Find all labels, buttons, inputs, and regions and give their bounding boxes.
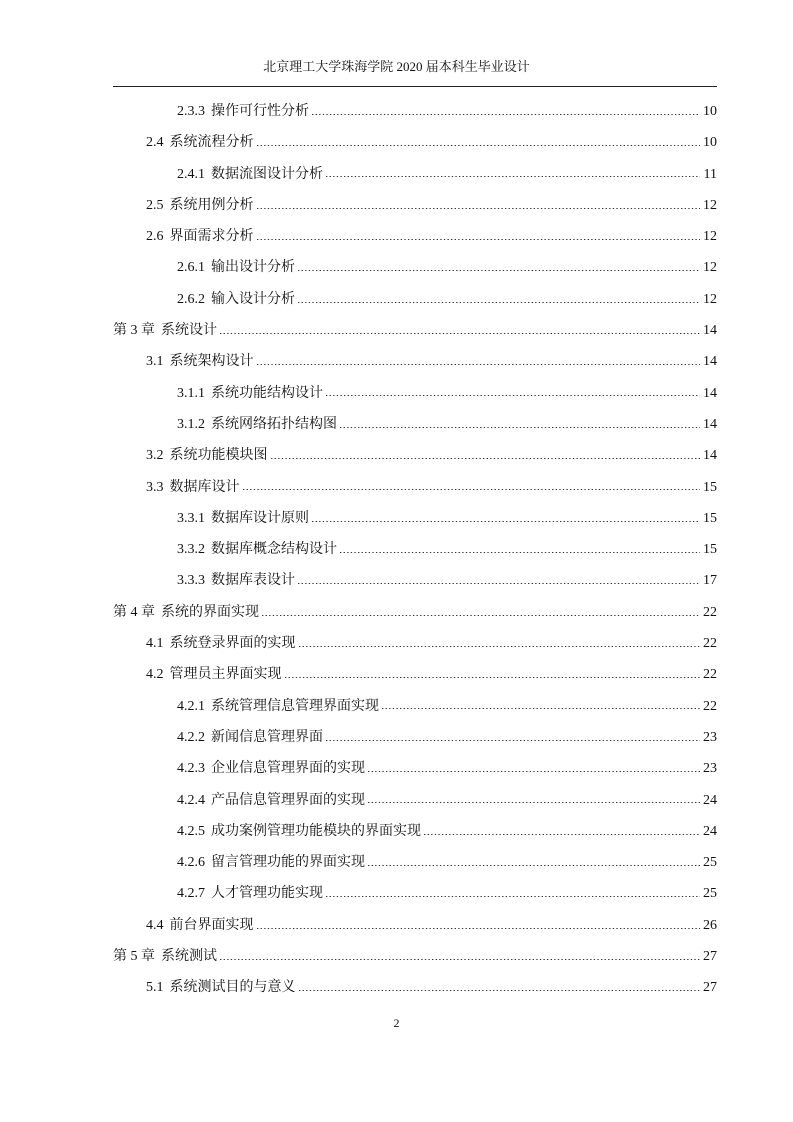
toc-entry	[113, 785, 717, 816]
toc-entry	[113, 910, 717, 941]
toc-entry-page: 12	[703, 229, 717, 245]
toc-entry	[113, 878, 717, 909]
toc-entry-number: 4.2	[146, 667, 164, 683]
toc-entry-number: 2.6	[146, 229, 164, 245]
toc-entry-title: 系统测试	[161, 949, 217, 965]
toc-leader-dots	[424, 834, 700, 835]
toc-entry-number: 2.6.2	[177, 291, 205, 307]
toc-entry-page: 24	[703, 792, 717, 808]
toc-leader-dots	[326, 896, 700, 897]
toc-entry	[113, 252, 717, 283]
toc-entry	[113, 565, 717, 596]
toc-leader-dots	[298, 302, 700, 303]
toc-entry-title: 数据库表设计	[211, 573, 295, 589]
toc-entry-number: 5.1	[146, 980, 164, 996]
toc-leader-dots	[368, 802, 700, 803]
toc-entry	[113, 440, 717, 471]
toc-leader-dots	[257, 239, 701, 240]
toc-entry-number: 4.2.6	[177, 855, 205, 871]
toc-entry	[113, 722, 717, 753]
toc-leader-dots	[257, 928, 701, 929]
toc-entry-number: 3.3.3	[177, 573, 205, 589]
toc-entry-page: 15	[703, 510, 717, 526]
toc-entry	[113, 378, 717, 409]
toc-entry-title: 管理员主界面实现	[169, 667, 282, 683]
toc-entry	[113, 972, 717, 1003]
toc-entry-title: 系统功能结构设计	[211, 385, 323, 401]
toc-leader-dots	[312, 521, 700, 522]
toc-entry	[113, 691, 717, 722]
toc-entry-number: 3.1	[146, 354, 164, 370]
toc-entry-title: 系统网络拓扑结构图	[211, 416, 337, 432]
toc-leader-dots	[299, 990, 701, 991]
toc-entry-page: 27	[703, 980, 717, 996]
toc-entry	[113, 472, 717, 503]
toc-entry-title: 操作可行性分析	[211, 104, 309, 119]
toc-entry-number: 4.2.4	[177, 792, 205, 808]
toc-entry-number: 第 5 章	[113, 949, 155, 965]
toc-entry-page: 26	[703, 917, 717, 933]
toc-entry	[113, 190, 717, 221]
toc-entry-page: 14	[703, 448, 717, 464]
toc-entry-title: 系统管理信息管理界面实现	[211, 698, 379, 714]
toc-entry	[113, 534, 717, 565]
header-divider	[113, 86, 717, 87]
toc-leader-dots	[340, 552, 700, 553]
toc-entry	[113, 284, 717, 315]
toc-entry	[113, 315, 717, 346]
toc-entry-title: 系统设计	[161, 323, 217, 339]
toc-entry-number: 第 3 章	[113, 323, 155, 339]
toc-entry-page: 14	[703, 385, 717, 401]
toc-entry-number: 4.2.2	[177, 729, 205, 745]
toc-entry-title: 系统测试目的与意义	[169, 980, 296, 996]
toc-entry-number: 4.2.1	[177, 698, 205, 714]
toc-entry-number: 2.4.1	[177, 166, 205, 182]
toc-entry	[113, 503, 717, 534]
toc-entry-number: 2.3.3	[177, 104, 205, 119]
toc-entry-number: 4.2.3	[177, 761, 205, 777]
toc-leader-dots	[257, 208, 701, 209]
toc-entry-page: 23	[703, 729, 717, 745]
toc-leader-dots	[368, 771, 700, 772]
toc-entry-title: 数据库概念结构设计	[211, 542, 337, 558]
page-header-title: 北京理工大学珠海学院 2020 届本科生毕业设计	[263, 59, 530, 74]
toc-entry-page: 10	[703, 104, 717, 119]
toc-entry-page: 12	[703, 260, 717, 276]
toc-entry-page: 15	[703, 479, 717, 495]
toc-entry-number: 2.6.1	[177, 260, 205, 276]
toc-entry-number: 3.3.2	[177, 542, 205, 558]
toc-entry-page: 23	[703, 761, 717, 777]
toc-entry-number: 第 4 章	[113, 604, 155, 620]
toc-entry-number: 3.3	[146, 479, 164, 495]
toc-leader-dots	[326, 740, 700, 741]
toc-entry	[113, 659, 717, 690]
toc-entry-title: 系统流程分析	[169, 135, 254, 151]
toc-entry-title: 数据库设计	[169, 479, 240, 495]
toc-entry-number: 2.5	[146, 197, 164, 213]
toc-leader-dots	[220, 959, 700, 960]
toc-entry-page: 24	[703, 823, 717, 839]
toc-entry-title: 输出设计分析	[211, 260, 295, 276]
toc-entry-title: 前台界面实现	[169, 917, 254, 933]
toc-entry-number: 4.1	[146, 636, 164, 652]
toc-entry	[113, 346, 717, 377]
toc-entry-page: 14	[703, 416, 717, 432]
toc-entry	[113, 753, 717, 784]
table-of-contents	[113, 96, 717, 1004]
toc-entry	[113, 847, 717, 878]
toc-leader-dots	[298, 583, 700, 584]
toc-leader-dots	[298, 270, 700, 271]
toc-entry	[113, 409, 717, 440]
toc-entry-title: 数据流图设计分析	[211, 166, 323, 182]
toc-entry-title: 系统登录界面的实现	[169, 636, 296, 652]
toc-entry-page: 12	[703, 197, 717, 213]
toc-entry-number: 3.1.1	[177, 385, 205, 401]
toc-entry	[113, 221, 717, 252]
toc-entry-title: 数据库设计原则	[211, 510, 309, 526]
toc-leader-dots	[243, 489, 701, 490]
toc-entry-title: 留言管理功能的界面实现	[211, 855, 365, 871]
toc-entry-number: 4.2.5	[177, 823, 205, 839]
toc-leader-dots	[220, 333, 700, 334]
toc-entry-page: 25	[703, 886, 717, 902]
toc-entry-page: 12	[703, 291, 717, 307]
toc-leader-dots	[257, 145, 701, 146]
toc-entry-title: 企业信息管理界面的实现	[211, 761, 365, 777]
toc-entry-title: 人才管理功能实现	[211, 886, 323, 902]
toc-entry-number: 3.1.2	[177, 416, 205, 432]
toc-leader-dots	[326, 176, 700, 177]
toc-entry-title: 新闻信息管理界面	[211, 729, 323, 745]
toc-leader-dots	[340, 427, 700, 428]
toc-entry-title: 系统功能模块图	[169, 448, 268, 464]
toc-entry-number: 3.2	[146, 448, 164, 464]
toc-entry-title: 系统用例分析	[169, 197, 254, 213]
toc-entry-page: 14	[703, 323, 717, 339]
toc-leader-dots	[285, 677, 701, 678]
toc-entry-number: 3.3.1	[177, 510, 205, 526]
page-number: 2	[393, 1016, 400, 1030]
toc-entry-title: 成功案例管理功能模块的界面实现	[211, 823, 421, 839]
toc-entry	[113, 96, 717, 127]
toc-entry-page: 10	[703, 135, 717, 151]
toc-leader-dots	[326, 395, 700, 396]
toc-entry-page: 27	[703, 949, 717, 965]
toc-leader-dots	[262, 615, 700, 616]
toc-entry-page: 22	[703, 667, 717, 683]
toc-entry	[113, 127, 717, 158]
toc-entry-page: 25	[703, 855, 717, 871]
toc-entry-page: 14	[703, 354, 717, 370]
toc-entry-page: 17	[703, 573, 717, 589]
toc-leader-dots	[368, 865, 700, 866]
toc-leader-dots	[271, 458, 701, 459]
toc-entry-page: 11	[703, 166, 717, 182]
toc-entry-title: 产品信息管理界面的实现	[211, 792, 365, 808]
toc-entry-page: 22	[703, 636, 717, 652]
toc-entry-title: 系统架构设计	[169, 354, 254, 370]
toc-leader-dots	[312, 114, 700, 115]
toc-entry	[113, 597, 717, 628]
toc-entry-page: 15	[703, 542, 717, 558]
toc-leader-dots	[257, 364, 701, 365]
toc-entry	[113, 816, 717, 847]
toc-entry-number: 2.4	[146, 135, 164, 151]
toc-entry	[113, 159, 717, 190]
toc-entry-number: 4.2.7	[177, 886, 205, 902]
toc-entry-number: 4.4	[146, 917, 164, 933]
toc-entry	[113, 628, 717, 659]
toc-entry-title: 输入设计分析	[211, 291, 295, 307]
toc-entry-title: 系统的界面实现	[161, 604, 259, 620]
toc-entry-page: 22	[703, 604, 717, 620]
toc-entry	[113, 941, 717, 972]
toc-leader-dots	[299, 646, 701, 647]
toc-entry-page: 22	[703, 698, 717, 714]
toc-leader-dots	[382, 708, 700, 709]
toc-entry-title: 界面需求分析	[169, 229, 254, 245]
